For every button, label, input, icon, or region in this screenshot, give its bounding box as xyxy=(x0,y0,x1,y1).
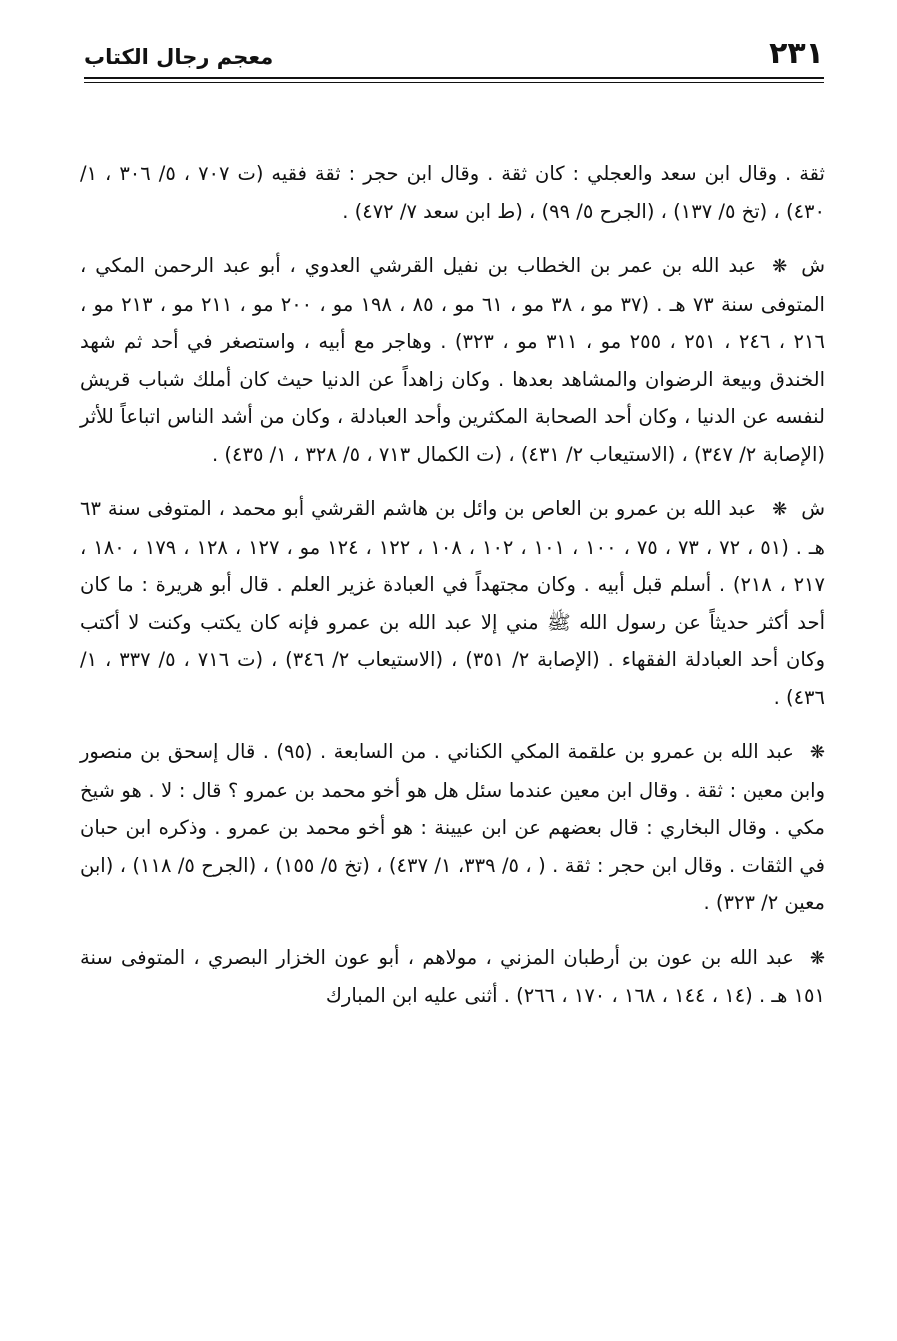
star-marker-icon: ❋ xyxy=(809,947,825,969)
entry-text: عبد الله بن عون بن أرطبان المزني ، مولاهم ، أبو عون الخزار البصري ، المتوفى سنة ١٥١ هـ . (١٤ ، ١٤٤ ، ١٦٨ ، ١٧٠ ، ٢٦٦) . أثنى عليه ابن المبارك xyxy=(80,945,825,1007)
star-marker-icon: ❋ xyxy=(809,742,825,763)
entry-text: ثقة . وقال ابن سعد والعجلي : كان ثقة . وقال ابن حجر : ثقة فقيه (ت ٧٠٧ ، ٥/ ٣٠٦ ، ١/ ٤٣٠) ، (تخ ٥/ ١٣٧) ، (الجرح ٥/ ٩٩) ، (ط ابن سعد ٧/ ٤٧٢) . xyxy=(80,162,825,223)
entry-continuation xyxy=(80,155,825,230)
entry-abdullah-ibn-awn xyxy=(80,939,825,1015)
header-rule xyxy=(84,77,824,79)
entry-prefix: ش xyxy=(801,497,825,520)
header-rule-thin xyxy=(84,82,824,83)
page-header xyxy=(84,36,824,72)
star-marker-icon: ❋ xyxy=(772,256,788,277)
entry-text: عبد الله بن عمرو بن العاص بن وائل بن هاشم القرشي أبو محمد ، المتوفى سنة ٦٣ هـ . (٥١ ، ٧٢ ، ٧٣ ، ٧٥ ، ١٠٠ ، ١٠١ ، ١٠٢ ، ١٠٨ ، ١٢٢ ، ١٢٤ مو ، ١٢٧ ، ١٢٨ ، ١٧٩ ، ١٨٠ ، ٢١٧ ، ٢١٨) . أسلم قبل أبيه . وكان مجتهداً في العبادة غزير العلم . قال أبو هريرة : ما كان أحد أكثر حديثاً عن رسول الله ﷺ مني إلا عبد الله بن عمرو فإنه كان يكتب وكنت لا أكتب وكان أحد العبادلة الفقهاء . (الإصابة ٢/ ٣٥١) ، (الاستيعاب ٢/ ٣٤٦) ، (ت ٧١٦ ، ٥/ ٣٣٧ ، ١/ ٤٣٦) . xyxy=(80,497,825,709)
page-body xyxy=(80,155,825,1032)
running-title: معجم رجال الكتاب xyxy=(84,45,274,69)
star-marker-icon: ❋ xyxy=(772,499,788,520)
entry-text: عبد الله بن عمر بن الخطاب بن نفيل القرشي العدوي ، أبو عبد الرحمن المكي ، المتوفى سنة ٧٣ هـ . (٣٧ مو ، ٣٨ مو ، ٦١ مو ، ٨٥ ، ١٩٨ مو ، ٢٠٠ مو ، ٢١١ مو ، ٢١٣ مو ، ٢١٦ ، ٢٤٦ ، ٢٥١ ، ٢٥٥ مو ، ٣١١ مو ، ٣٢٣) . وهاجر مع أبيه ، واستصغر في أحد ثم شهد الخندق وبيعة الرضوان والمشاهد بعدها . وكان زاهداً عن الدنيا حيث كان أملك شباب قريش لنفسه عن الدنيا ، وكان أحد الصحابة المكثرين وأحد العبادلة ، وكان من أشد الناس اتباعاً للأثر (الإصابة ٢/ ٣٤٧) ، (الاستيعاب ٢/ ٤٣١) ، (ت الكمال ٧١٣ ، ٥/ ٣٢٨ ، ١/ ٤٣٥) . xyxy=(80,254,825,466)
page-number: ٢٣١ xyxy=(769,36,824,71)
entry-prefix: ش xyxy=(801,254,825,277)
entry-text: عبد الله بن عمرو بن علقمة المكي الكناني . من السابعة . (٩٥) . قال إسحق بن منصور وابن معين : ثقة . وقال ابن معين عندما سئل هل هو أخو محمد بن عمرو ؟ قال : لا . هو شيخ مكي . وقال البخاري : قال بعضهم عن ابن عيينة : هو أخو محمد بن عمرو . وذكره ابن حبان في الثقات . وقال ابن حجر : ثقة . ( ، ٥/ ٣٣٩، ١/ ٤٣٧) ، (تخ ٥/ ١٥٥) ، (الجرح ٥/ ١١٨) ، (ابن معين ٢/ ٣٢٣) . xyxy=(80,740,825,914)
entry-abdullah-ibn-umar xyxy=(80,247,825,473)
entry-abdullah-ibn-amr-ibn-al-as xyxy=(80,490,825,716)
entry-abdullah-ibn-amr-ibn-alqama xyxy=(80,733,825,922)
